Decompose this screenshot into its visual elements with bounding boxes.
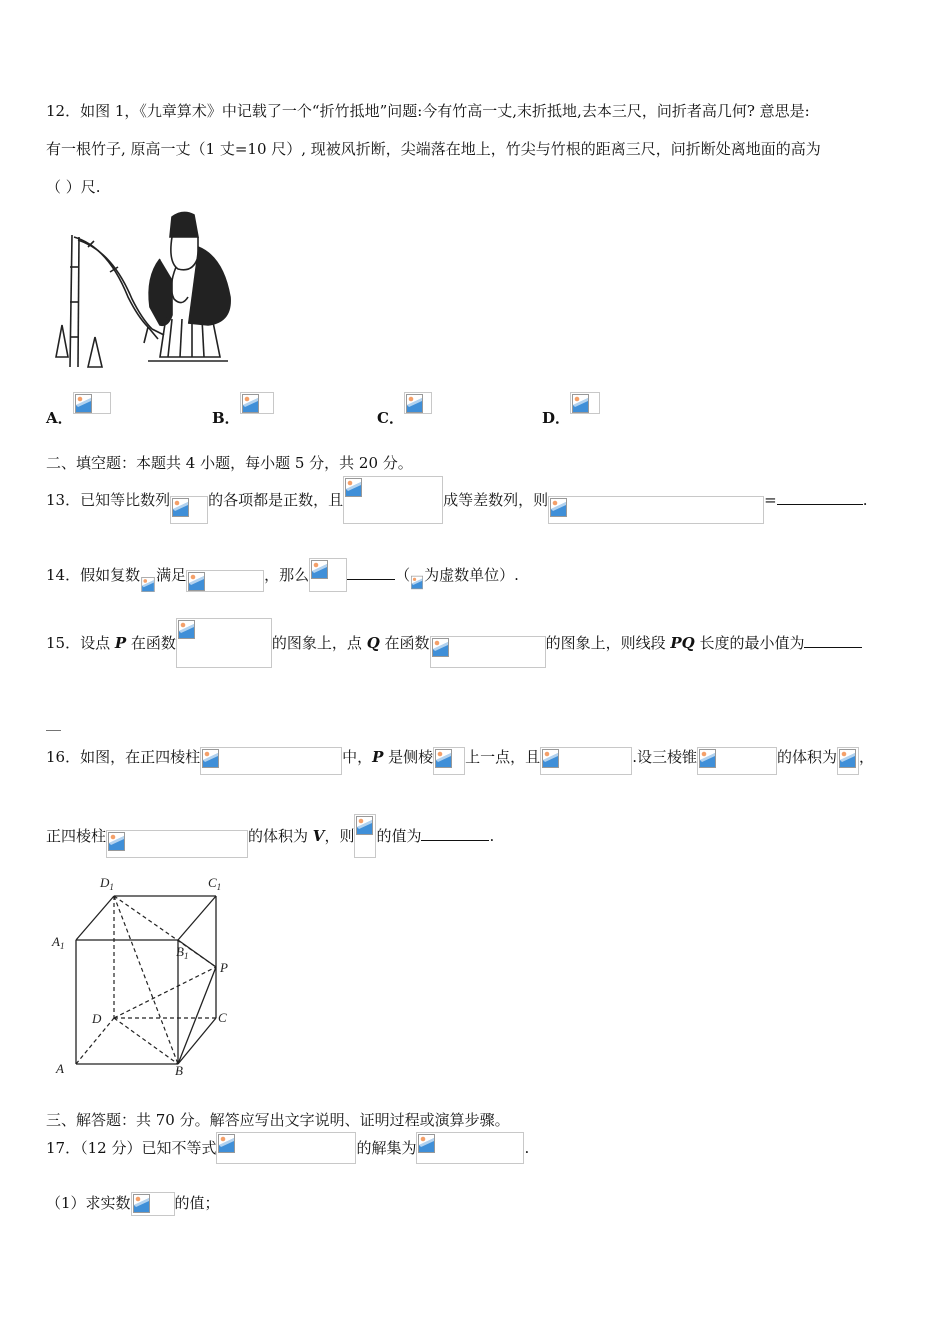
q16-text-d: 上一点，且 xyxy=(465,748,541,766)
q16-text-f: 的体积为 xyxy=(776,748,837,766)
q17-part1-text-b: 的值； xyxy=(174,1194,220,1212)
q13-text-a: 13．已知等比数列 xyxy=(46,491,171,509)
q14-text-d: （ xyxy=(395,566,411,584)
q15-text-d: 在函数 xyxy=(379,634,430,652)
q13-formula-3 xyxy=(548,496,764,524)
label-a1: $A_1$ xyxy=(52,934,65,951)
q15-point-q: Q xyxy=(366,634,380,652)
q15-text-c: 的图象上，点 xyxy=(271,634,367,652)
q15-answer-blank[interactable] xyxy=(804,647,862,648)
label-c: C xyxy=(218,1010,227,1025)
q13-formula-1 xyxy=(170,496,208,524)
q16-text-g: ， xyxy=(858,748,874,766)
q16-formula-edge xyxy=(433,747,465,775)
section-2-heading: 二、填空题：本题共 4 小题，每小题 5 分，共 20 分。 xyxy=(46,454,413,472)
q16-point-p: P xyxy=(372,748,384,766)
q16-text-c: 是侧棱 xyxy=(383,748,434,766)
q14-text-b: 满足 xyxy=(156,566,187,584)
q15-formula-1 xyxy=(176,618,272,668)
q16-formula-v1 xyxy=(837,747,859,775)
q14-text-e: 为虚数单位）. xyxy=(424,566,519,584)
option-d-formula-image xyxy=(570,392,600,414)
q13-text-b: 的各项都是正数，且 xyxy=(208,491,344,509)
q15-point-p: P xyxy=(114,634,127,652)
q12-line2: 有一根竹子, 原高一丈（1 丈=10 尺）, 现被风折断，尖端落在地上，竹尖与竹根的距离三尺，问折断处离地面的高为 xyxy=(46,140,821,158)
label-c1: $C_1$ xyxy=(208,875,222,892)
option-d-label: D． xyxy=(542,409,571,427)
option-b-formula-image xyxy=(240,392,274,414)
q15-text-b: 在函数 xyxy=(126,634,176,652)
option-a[interactable] xyxy=(46,392,111,427)
label-p: P xyxy=(220,960,228,975)
q16-line2-text-a: 正四棱柱 xyxy=(46,827,107,845)
q17-part1-text-a: （1）求实数 xyxy=(46,1194,131,1212)
label-b: B xyxy=(175,1063,183,1078)
option-a-label: A． xyxy=(46,409,73,427)
q14-answer-blank[interactable] xyxy=(347,579,395,580)
q15-segment-pq: PQ xyxy=(670,634,695,652)
q16-formula-pyramid xyxy=(697,747,777,775)
section-3-heading: 三、解答题：共 70 分。解答应写出文字说明、证明过程或演算步骤。 xyxy=(46,1111,510,1129)
q16-text-e: .设三棱锥 xyxy=(632,748,697,766)
q17-formula-solution xyxy=(416,1132,524,1164)
q16-text-b: 中， xyxy=(342,748,373,766)
q13-text-c: 成等差数列，则 xyxy=(443,491,549,509)
q15 xyxy=(46,618,862,668)
q16-answer-blank[interactable] xyxy=(421,840,489,841)
option-d[interactable] xyxy=(542,392,600,427)
label-b1: $B_1$ xyxy=(176,944,189,961)
q16-line1 xyxy=(46,739,874,775)
q14-formula-2 xyxy=(186,570,264,592)
q15-formula-2 xyxy=(430,636,546,668)
option-b[interactable] xyxy=(212,392,274,427)
q17-formula-inequality xyxy=(216,1132,356,1164)
q17-formula-variable xyxy=(131,1192,175,1216)
q12-line1: 12．如图 1，《九章算术》中记载了一个“折竹抵地”问题:今有竹高一丈,末折抵地,去本三尺，问折者高几何? 意思是: xyxy=(46,102,810,120)
q16-line2-text-d: 的值为 xyxy=(376,827,422,845)
label-a: A xyxy=(56,1061,64,1076)
q14-text-a: 14．假如复数 xyxy=(46,566,141,584)
q16-line2 xyxy=(46,814,494,858)
option-c-label: C． xyxy=(377,409,404,427)
q16-formula-cond xyxy=(540,747,632,775)
q16-line2-text-b: 的体积为 xyxy=(248,827,313,845)
prism-figure xyxy=(46,872,246,1080)
q12-line3: （ ）尺. xyxy=(46,178,101,196)
q16-formula-prism-2 xyxy=(106,830,248,858)
q14-formula-3 xyxy=(309,558,347,592)
option-a-formula-image xyxy=(73,392,111,414)
q14-formula-z xyxy=(140,576,156,592)
q13-formula-2 xyxy=(343,476,443,524)
q15-text-e: 的图象上，则线段 xyxy=(545,634,671,652)
q16-line2-text-c: ，则 xyxy=(324,827,355,845)
bamboo-scholar-illustration xyxy=(48,207,238,372)
q15-text-a: 15．设点 xyxy=(46,634,115,652)
q17-text-a: 17．（12 分）已知不等式 xyxy=(46,1139,217,1157)
q17-text-b: 的解集为 xyxy=(356,1139,417,1157)
label-d1: $D_1$ xyxy=(100,875,114,892)
q17-part1 xyxy=(46,1190,220,1216)
q16-volume-v: V xyxy=(312,827,325,845)
q15-text-f: 长度的最小值为 xyxy=(694,634,805,652)
q14-formula-i xyxy=(410,574,424,592)
q13-text-e: . xyxy=(862,491,868,509)
q13-answer-blank[interactable] xyxy=(777,504,863,505)
option-c[interactable] xyxy=(377,392,432,427)
option-b-label: B． xyxy=(212,409,240,427)
option-c-formula-image xyxy=(404,392,432,414)
label-d: D xyxy=(92,1011,102,1026)
q15-blank-tail: __ xyxy=(46,713,61,731)
q17 xyxy=(46,1132,529,1164)
q16-text-a: 16．如图，在正四棱柱 xyxy=(46,748,201,766)
q17-text-c: . xyxy=(524,1139,530,1157)
q13 xyxy=(46,476,867,524)
q16-formula-ratio xyxy=(354,814,376,858)
q14 xyxy=(46,558,519,592)
q16-line2-text-e: . xyxy=(489,827,495,845)
q14-text-c: ，那么 xyxy=(264,566,310,584)
q13-text-d: = xyxy=(764,491,777,509)
q16-formula-prism xyxy=(200,747,342,775)
